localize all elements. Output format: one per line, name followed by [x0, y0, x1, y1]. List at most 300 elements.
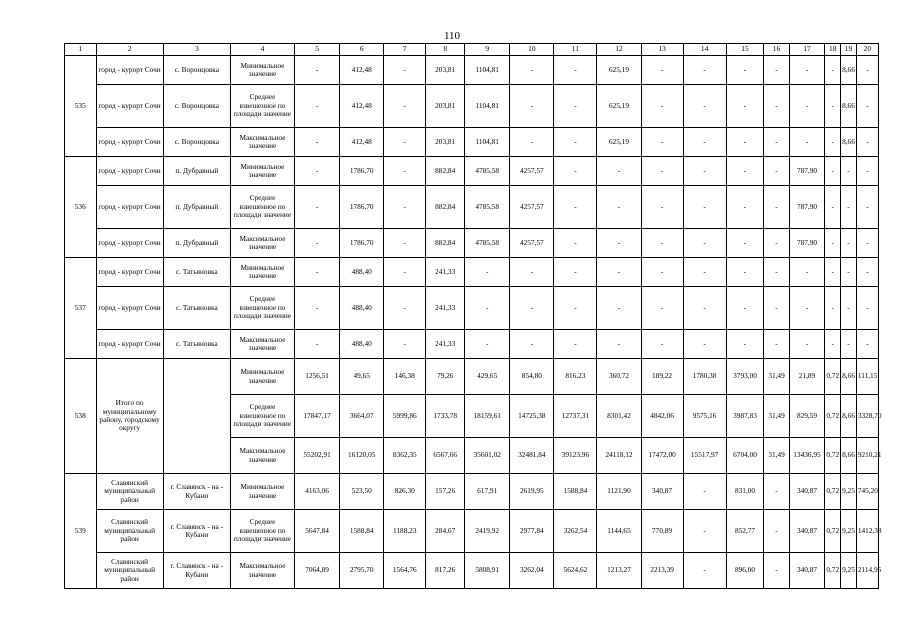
value-cell: - — [683, 330, 726, 359]
value-cell: - — [764, 330, 789, 359]
value-cell: 1588,84 — [340, 510, 384, 553]
value-type-cell: Максимальное значение — [230, 128, 294, 157]
settlement-cell: с. Воронцовка — [163, 56, 230, 85]
value-type-cell: Среднее взвешенное по площади значение — [230, 85, 294, 128]
column-header: 7 — [384, 44, 426, 56]
value-cell: 9575,16 — [683, 395, 726, 438]
value-cell: - — [825, 258, 841, 287]
value-cell: - — [764, 510, 789, 553]
value-cell: - — [764, 474, 789, 510]
settlement-cell: с. Татьяновка — [163, 258, 230, 287]
value-cell: 412,48 — [340, 128, 384, 157]
value-cell: 203,81 — [426, 85, 465, 128]
value-cell: 4257,57 — [510, 186, 554, 229]
value-cell: - — [295, 229, 340, 258]
value-cell: 882,84 — [426, 229, 465, 258]
value-cell: 9210,21 — [856, 438, 878, 474]
settlement-cell: п. Дубравный — [163, 229, 230, 258]
value-cell: 4163,06 — [295, 474, 340, 510]
value-cell: 16120,05 — [340, 438, 384, 474]
value-cell: 3262,54 — [554, 510, 597, 553]
value-cell: 15517,97 — [683, 438, 726, 474]
value-cell: - — [841, 157, 857, 186]
value-cell: 4785,58 — [465, 186, 510, 229]
value-cell: - — [683, 474, 726, 510]
value-cell: 1104,81 — [465, 128, 510, 157]
page-number: 110 — [443, 30, 461, 42]
value-cell: 1104,81 — [465, 85, 510, 128]
value-cell: 340,87 — [641, 474, 683, 510]
value-cell: 3262,04 — [510, 553, 554, 589]
value-cell: - — [726, 157, 764, 186]
value-cell: - — [764, 56, 789, 85]
value-cell: 787,90 — [789, 186, 825, 229]
value-cell: 3793,00 — [726, 359, 764, 395]
value-cell: 189,22 — [641, 359, 683, 395]
value-cell: - — [510, 128, 554, 157]
value-cell: 1412,38 — [856, 510, 878, 553]
value-cell: - — [825, 229, 841, 258]
value-type-cell: Максимальное значение — [230, 553, 294, 589]
value-cell: - — [683, 128, 726, 157]
settlement-cell: г. Славянск - на - Кубани — [163, 553, 230, 589]
value-cell: - — [554, 157, 597, 186]
value-cell: 2213,39 — [641, 553, 683, 589]
value-cell: 4257,57 — [510, 229, 554, 258]
value-cell: - — [510, 85, 554, 128]
value-cell: 241,33 — [426, 258, 465, 287]
value-cell: 8,66 — [841, 395, 857, 438]
value-cell: 203,81 — [426, 128, 465, 157]
table-row — [65, 186, 879, 229]
value-cell: 14725,38 — [510, 395, 554, 438]
value-cell: 31,49 — [764, 395, 789, 438]
value-cell: - — [856, 287, 878, 330]
header-row — [65, 44, 879, 56]
row-number: 535 — [65, 56, 97, 157]
settlement-cell: п. Дубравный — [163, 186, 230, 229]
value-cell: 5808,91 — [465, 553, 510, 589]
value-cell: 24118,12 — [597, 438, 641, 474]
value-cell: - — [554, 186, 597, 229]
column-header: 13 — [641, 44, 683, 56]
value-cell: - — [510, 330, 554, 359]
value-cell: - — [597, 287, 641, 330]
empty-cell — [163, 359, 230, 474]
value-cell: 39123,96 — [554, 438, 597, 474]
value-cell: - — [597, 330, 641, 359]
value-cell: 1121,90 — [597, 474, 641, 510]
value-cell: - — [726, 330, 764, 359]
value-cell: 31,49 — [764, 359, 789, 395]
value-cell: 241,33 — [426, 330, 465, 359]
table-row — [65, 474, 879, 510]
value-cell: 882,84 — [426, 157, 465, 186]
value-cell: - — [641, 56, 683, 85]
municipality-cell: Славянский муниципальный район — [96, 553, 163, 589]
value-cell: - — [510, 258, 554, 287]
column-header: 4 — [230, 44, 294, 56]
value-cell: 4257,57 — [510, 157, 554, 186]
value-cell: 32481,84 — [510, 438, 554, 474]
value-cell: - — [641, 186, 683, 229]
value-cell: - — [825, 186, 841, 229]
value-cell: 1786,70 — [340, 157, 384, 186]
value-cell: 625,19 — [597, 128, 641, 157]
value-cell: 8,66 — [841, 359, 857, 395]
municipality-cell: город - курорт Сочи — [96, 56, 163, 85]
value-cell: 2977,84 — [510, 510, 554, 553]
value-cell: 3987,83 — [726, 395, 764, 438]
value-cell: - — [764, 287, 789, 330]
value-cell: - — [384, 85, 426, 128]
value-cell: - — [465, 330, 510, 359]
value-type-cell: Максимальное значение — [230, 229, 294, 258]
value-cell: 2419,92 — [465, 510, 510, 553]
value-cell: - — [764, 128, 789, 157]
value-cell: - — [726, 85, 764, 128]
value-cell: - — [683, 157, 726, 186]
settlement-cell: г. Славянск - на - Кубани — [163, 510, 230, 553]
value-cell: - — [764, 157, 789, 186]
value-cell: 8362,35 — [384, 438, 426, 474]
value-cell: - — [683, 553, 726, 589]
value-cell: - — [841, 229, 857, 258]
value-cell: - — [856, 229, 878, 258]
value-cell: - — [856, 186, 878, 229]
settlement-cell: с. Татьяновка — [163, 287, 230, 330]
value-cell: 203,81 — [426, 56, 465, 85]
value-cell: 8,66 — [841, 56, 857, 85]
value-cell: 111,15 — [856, 359, 878, 395]
value-type-cell: Среднее взвешенное по площади значение — [230, 395, 294, 438]
municipality-cell: город - курорт Сочи — [96, 229, 163, 258]
value-cell: 523,50 — [340, 474, 384, 510]
data-table — [64, 43, 882, 589]
column-header: 10 — [510, 44, 554, 56]
value-cell: 831,00 — [726, 474, 764, 510]
row-number: 536 — [65, 157, 97, 258]
value-cell: 0,72 — [825, 553, 841, 589]
value-cell: - — [384, 186, 426, 229]
row-number: 539 — [65, 474, 97, 589]
table-row — [65, 56, 879, 85]
value-cell: 770,89 — [641, 510, 683, 553]
value-cell: 2114,95 — [856, 553, 878, 589]
value-cell: - — [856, 330, 878, 359]
value-cell: - — [856, 157, 878, 186]
column-header: 20 — [856, 44, 878, 56]
value-cell: 79,26 — [426, 359, 465, 395]
value-cell: - — [384, 56, 426, 85]
value-cell: 4842,06 — [641, 395, 683, 438]
value-type-cell: Минимальное значение — [230, 474, 294, 510]
value-cell: 745,20 — [856, 474, 878, 510]
municipality-cell: город - курорт Сочи — [96, 85, 163, 128]
value-cell: - — [825, 330, 841, 359]
municipality-cell: город - курорт Сочи — [96, 157, 163, 186]
value-cell: - — [825, 157, 841, 186]
value-cell: - — [825, 128, 841, 157]
value-cell: 35601,02 — [465, 438, 510, 474]
value-cell: 5999,86 — [384, 395, 426, 438]
value-cell: 9,25 — [841, 474, 857, 510]
value-cell: - — [384, 330, 426, 359]
value-cell: 55202,91 — [295, 438, 340, 474]
value-cell: - — [384, 229, 426, 258]
value-cell: 0,72 — [825, 474, 841, 510]
value-cell: - — [825, 287, 841, 330]
value-cell: 2619,95 — [510, 474, 554, 510]
value-cell: 5624,62 — [554, 553, 597, 589]
value-cell: - — [683, 510, 726, 553]
value-cell: 1786,70 — [340, 229, 384, 258]
value-cell: 5647,84 — [295, 510, 340, 553]
value-cell: 21,89 — [789, 359, 825, 395]
value-cell: 1144,65 — [597, 510, 641, 553]
value-cell: - — [789, 56, 825, 85]
value-cell: 1188,23 — [384, 510, 426, 553]
settlement-cell: п. Дубравный — [163, 157, 230, 186]
value-cell: - — [764, 553, 789, 589]
municipality-cell: Славянский муниципальный район — [96, 510, 163, 553]
value-cell: 8,66 — [841, 438, 857, 474]
table-row — [65, 229, 879, 258]
municipality-cell: город - курорт Сочи — [96, 186, 163, 229]
municipality-cell: Славянский муниципальный район — [96, 474, 163, 510]
value-cell: - — [641, 287, 683, 330]
settlement-cell: г. Славянск - на - Кубани — [163, 474, 230, 510]
value-cell: 1588,84 — [554, 474, 597, 510]
value-cell: - — [641, 157, 683, 186]
value-cell: - — [683, 186, 726, 229]
value-cell: 817,26 — [426, 553, 465, 589]
value-cell: - — [295, 128, 340, 157]
row-number: 537 — [65, 258, 97, 359]
municipality-cell: город - курорт Сочи — [96, 330, 163, 359]
column-header: 12 — [597, 44, 641, 56]
value-cell: 829,59 — [789, 395, 825, 438]
column-header: 9 — [465, 44, 510, 56]
value-cell: - — [683, 229, 726, 258]
column-header: 11 — [554, 44, 597, 56]
value-cell: - — [295, 330, 340, 359]
value-cell: - — [641, 330, 683, 359]
value-cell: - — [597, 258, 641, 287]
value-cell: 787,90 — [789, 229, 825, 258]
value-cell: - — [295, 287, 340, 330]
value-cell: - — [597, 229, 641, 258]
value-cell: - — [641, 229, 683, 258]
value-cell: - — [465, 258, 510, 287]
column-header: 6 — [340, 44, 384, 56]
column-header: 5 — [295, 44, 340, 56]
value-type-cell: Среднее взвешенное по площади значение — [230, 510, 294, 553]
value-cell: 1213,27 — [597, 553, 641, 589]
value-cell: 49,65 — [340, 359, 384, 395]
column-header: 19 — [841, 44, 857, 56]
value-cell: - — [683, 258, 726, 287]
value-cell: 340,87 — [789, 553, 825, 589]
column-header: 2 — [96, 44, 163, 56]
value-cell: - — [641, 258, 683, 287]
table-row — [65, 330, 879, 359]
column-header: 1 — [65, 44, 97, 56]
value-cell: 1733,78 — [426, 395, 465, 438]
value-cell: 7064,89 — [295, 553, 340, 589]
value-cell: - — [384, 287, 426, 330]
value-cell: - — [510, 56, 554, 85]
column-header: 16 — [764, 44, 789, 56]
value-cell: - — [384, 128, 426, 157]
value-cell: - — [295, 186, 340, 229]
value-cell: 0,72 — [825, 510, 841, 553]
table-row — [65, 258, 879, 287]
value-cell: 4785,58 — [465, 157, 510, 186]
value-cell: - — [465, 287, 510, 330]
value-cell: 17847,17 — [295, 395, 340, 438]
value-cell: 157,26 — [426, 474, 465, 510]
column-header: 14 — [683, 44, 726, 56]
value-cell: - — [856, 56, 878, 85]
value-cell: - — [825, 85, 841, 128]
value-cell: 488,40 — [340, 287, 384, 330]
value-cell: 340,87 — [789, 510, 825, 553]
table-row — [65, 359, 879, 395]
value-cell: 1256,51 — [295, 359, 340, 395]
value-cell: - — [554, 56, 597, 85]
value-cell: - — [789, 287, 825, 330]
value-cell: 4785,58 — [465, 229, 510, 258]
value-cell: - — [856, 85, 878, 128]
value-cell: - — [789, 128, 825, 157]
value-cell: - — [726, 229, 764, 258]
value-cell: 8,66 — [841, 85, 857, 128]
value-cell: 9,25 — [841, 553, 857, 589]
value-cell: 0,72 — [825, 359, 841, 395]
value-cell: - — [510, 287, 554, 330]
column-header: 15 — [726, 44, 764, 56]
value-cell: 0,72 — [825, 395, 841, 438]
table-row — [65, 157, 879, 186]
value-cell: - — [384, 258, 426, 287]
table-row — [65, 287, 879, 330]
value-type-cell: Минимальное значение — [230, 359, 294, 395]
value-cell: 6704,00 — [726, 438, 764, 474]
value-cell: 3328,70 — [856, 395, 878, 438]
column-header: 18 — [825, 44, 841, 56]
value-cell: 2795,70 — [340, 553, 384, 589]
value-cell: - — [554, 287, 597, 330]
value-cell: 1786,70 — [340, 186, 384, 229]
value-cell: 488,40 — [340, 330, 384, 359]
value-cell: - — [726, 186, 764, 229]
table-row — [65, 510, 879, 553]
settlement-cell: с. Воронцовка — [163, 128, 230, 157]
value-cell: 340,87 — [789, 474, 825, 510]
value-cell: - — [597, 186, 641, 229]
value-cell: - — [295, 56, 340, 85]
value-cell: 241,33 — [426, 287, 465, 330]
value-cell: 13436,95 — [789, 438, 825, 474]
value-cell: 1564,76 — [384, 553, 426, 589]
value-type-cell: Среднее взвешенное по площади значение — [230, 186, 294, 229]
value-cell: - — [295, 85, 340, 128]
value-cell: 412,48 — [340, 85, 384, 128]
settlement-cell: с. Воронцовка — [163, 85, 230, 128]
municipality-cell: город - курорт Сочи — [96, 128, 163, 157]
value-cell: - — [789, 85, 825, 128]
value-cell: - — [825, 56, 841, 85]
value-cell: 816,23 — [554, 359, 597, 395]
value-cell: 1780,38 — [683, 359, 726, 395]
settlement-cell: с. Татьяновка — [163, 330, 230, 359]
value-cell: 625,19 — [597, 56, 641, 85]
value-cell: 429,65 — [465, 359, 510, 395]
value-cell: - — [726, 128, 764, 157]
value-cell: 0,72 — [825, 438, 841, 474]
value-cell: - — [764, 229, 789, 258]
value-cell: - — [295, 157, 340, 186]
value-cell: 12737,31 — [554, 395, 597, 438]
value-cell: - — [764, 186, 789, 229]
value-cell: 360,72 — [597, 359, 641, 395]
value-cell: - — [554, 229, 597, 258]
row-number: 538 — [65, 359, 97, 474]
value-cell: - — [726, 287, 764, 330]
column-header: 8 — [426, 44, 465, 56]
value-cell: 854,80 — [510, 359, 554, 395]
value-type-cell: Среднее взвешенное по площади значение — [230, 287, 294, 330]
value-cell: - — [841, 330, 857, 359]
value-type-cell: Максимальное значение — [230, 330, 294, 359]
value-cell: 284,67 — [426, 510, 465, 553]
value-cell: 826,30 — [384, 474, 426, 510]
table-row — [65, 85, 879, 128]
value-cell: - — [841, 258, 857, 287]
value-cell: - — [856, 258, 878, 287]
value-type-cell: Минимальное значение — [230, 56, 294, 85]
table-row — [65, 128, 879, 157]
value-type-cell: Минимальное значение — [230, 258, 294, 287]
value-cell: 617,91 — [465, 474, 510, 510]
value-cell: 787,90 — [789, 157, 825, 186]
value-cell: - — [384, 157, 426, 186]
value-cell: - — [764, 258, 789, 287]
value-cell: 488,40 — [340, 258, 384, 287]
value-cell: 8301,42 — [597, 395, 641, 438]
value-cell: - — [683, 85, 726, 128]
value-cell: - — [841, 186, 857, 229]
value-cell: 8,66 — [841, 128, 857, 157]
column-header: 17 — [789, 44, 825, 56]
value-cell: 9,25 — [841, 510, 857, 553]
value-cell: 625,19 — [597, 85, 641, 128]
total-label: Итого по муниципальному району, городскому округу — [96, 359, 163, 474]
value-cell: - — [295, 258, 340, 287]
value-cell: 412,48 — [340, 56, 384, 85]
value-cell: 31,49 — [764, 438, 789, 474]
value-cell: 18159,61 — [465, 395, 510, 438]
value-cell: - — [597, 157, 641, 186]
value-cell: - — [641, 85, 683, 128]
value-cell: - — [789, 258, 825, 287]
municipality-cell: город - курорт Сочи — [96, 287, 163, 330]
value-cell: 896,00 — [726, 553, 764, 589]
municipality-cell: город - курорт Сочи — [96, 258, 163, 287]
value-cell: - — [554, 258, 597, 287]
value-cell: - — [789, 330, 825, 359]
